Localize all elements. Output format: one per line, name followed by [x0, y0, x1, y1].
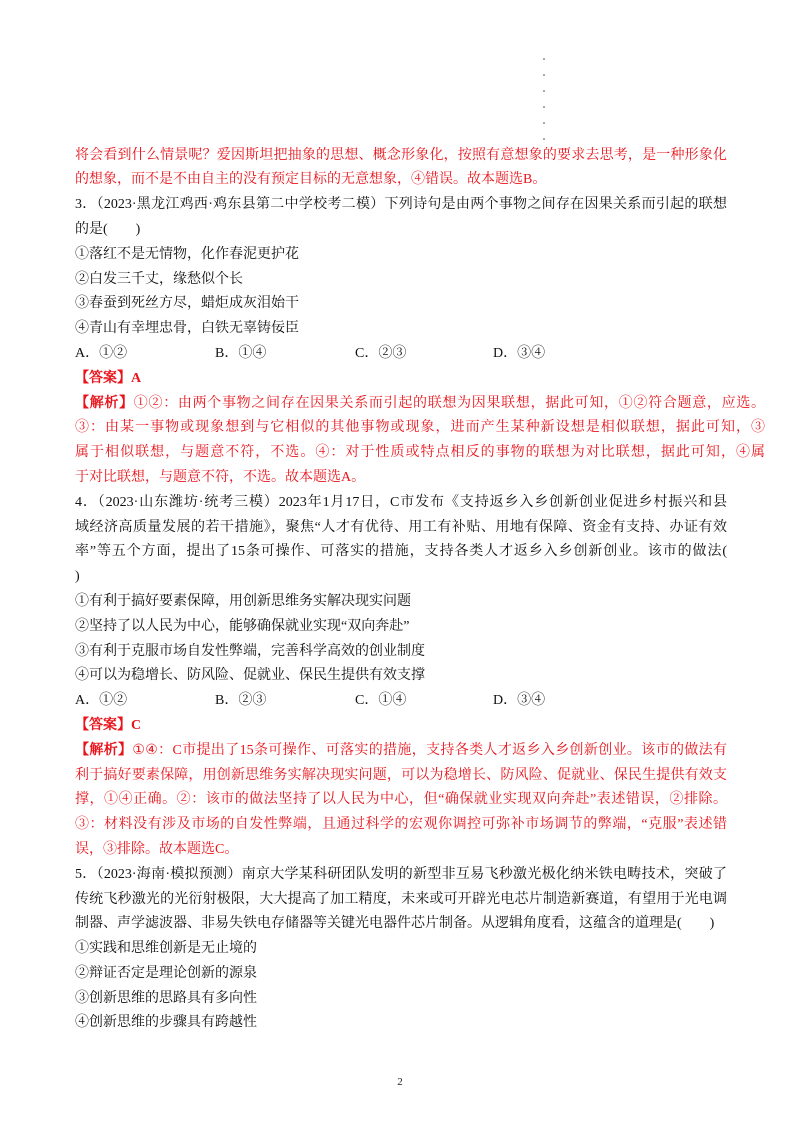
choice-c: C．①④ [355, 693, 407, 709]
analysis-line [75, 739, 727, 764]
question-stem-line: 率”等五个方面，提出了15条可操作、可落实的措施，支持各类人才返乡入乡创新创业。该市的做法( [75, 544, 727, 560]
page-content [75, 144, 766, 1037]
margin-dots [542, 58, 546, 142]
margin-dot [543, 90, 545, 92]
question-stem-line: 3．（2023·黑龙江鸡西·鸡东县第二中学校考二模）下列诗句是由两个事物之间存在因果关系而引起的联想 [75, 197, 727, 213]
option-item: ④创新思维的步骤具有跨越性 [75, 1015, 257, 1031]
page-number: 2 [397, 1076, 403, 1088]
choice-d: D．③④ [493, 693, 546, 709]
choice-a: A．①② [75, 693, 128, 709]
choice-b: B．②③ [215, 693, 267, 709]
continuation-block [75, 144, 727, 194]
question-stem-line: 制器、声学滤波器、非易失铁电存储器等关键光电器件芯片制备。从逻辑角度看，这蕴含的道理是( ) [75, 916, 715, 932]
question-stem-line: 的是( ) [75, 221, 141, 237]
option-item: ②辩证否定是理论创新的源泉 [75, 965, 257, 981]
analysis-text: ①④：C市提出了15条可操作、可落实的措施，支持各类人才返乡入乡创新创业。该市的做法有 [132, 742, 728, 758]
option-item: ④青山有幸埋忠骨，白铁无辜铸佞臣 [75, 321, 299, 337]
analysis-line: 利于搞好要素保障，用创新思维务实解决现实问题，可以为稳增长、防风险、促就业、保民生提供有效支 [75, 767, 727, 783]
question-stem-line: 传统飞秒激光的光衍射极限，大大提高了加工精度，未来或可开辟光电芯片制造新赛道，有望用于光电调 [75, 891, 727, 907]
answer-value: C [131, 717, 142, 733]
analysis-line: ③：由某一事物或现象想到与它相似的其他事物或现象，进而产生某种新设想是相似联想，据此可知，③ [75, 420, 765, 436]
choices-row [75, 342, 727, 367]
question-stem-line: ) [75, 569, 80, 585]
margin-dot [543, 122, 545, 124]
option-item: ③春蚕到死丝方尽，蜡炬成灰泪始干 [75, 296, 299, 312]
answer-label: 【答案】 [75, 370, 131, 386]
answer-value: A [131, 370, 142, 386]
analysis-label: 【解析】 [75, 395, 134, 411]
option-item: ③创新思维的思路具有多向性 [75, 990, 257, 1006]
question-stem-line: 4．（2023·山东潍坊·统考三模）2023年1月17日，C市发布《支持返乡入乡创新创业促进乡村振兴和县 [75, 494, 727, 510]
option-item: ②坚持了以人民为中心，能够确保就业实现“双向奔赴” [75, 618, 410, 634]
continuation-line: 将会看到什么情景呢？爱因斯坦把抽象的思想、概念形象化，按照有意想象的要求去思考，是一种形象化 [75, 147, 727, 163]
answer-label: 【答案】 [75, 717, 131, 733]
choice-d: D．③④ [493, 345, 546, 361]
answer-line [75, 714, 727, 739]
question-stem-line: 域经济高质量发展的若干措施》，聚焦“人才有优待、用工有补贴、用地有保障、资金有支持、办证有效 [75, 519, 727, 535]
option-item: ②白发三千丈，缘愁似个长 [75, 271, 243, 287]
option-item: ③有利于克服市场自发性弊端，完善科学高效的创业制度 [75, 643, 425, 659]
choice-a: A．①② [75, 345, 128, 361]
question-stem-line: 5．（2023·海南·模拟预测）南京大学某科研团队发明的新型非互易飞秒激光极化纳米铁电畴技术，突破了 [75, 866, 727, 882]
margin-dot [543, 58, 545, 60]
analysis-label: 【解析】 [75, 742, 133, 758]
choices-row [75, 689, 727, 714]
analysis-line: 误，③排除。故本题选C。 [75, 841, 239, 857]
analysis-line: 撑，①④正确。②：该市的做法坚持了以人民为中心，但“确保就业实现双向奔赴”表述错误，②排除。 [75, 792, 727, 808]
option-item: ①实践和思维创新是无止境的 [75, 941, 257, 957]
question-4 [75, 491, 727, 863]
analysis-line: ③：材料没有涉及市场的自发性弊端，且通过科学的宏观你调控可弥补市场调节的弊端，“克服”表述错 [75, 817, 727, 833]
question-3 [75, 193, 766, 491]
option-item: ①落红不是无情物，化作春泥更护花 [75, 246, 299, 262]
question-5 [75, 863, 727, 1037]
analysis-line [75, 392, 765, 417]
margin-dot [543, 138, 545, 140]
margin-dot [543, 106, 545, 108]
margin-dot [543, 74, 545, 76]
analysis-line: 属于相似联想，与题意不符，不选。④：对于性质或特点相反的事物的联想为对比联想，据此可知，④属 [75, 445, 765, 461]
continuation-line: 的想象，而不是不由自主的没有预定目标的无意想象，④错误。故本题选B。 [75, 172, 547, 188]
analysis-text: ①②：由两个事物之间存在因果关系而引起的联想为因果联想，据此可知，①②符合题意，应选。 [133, 395, 766, 411]
analysis-line: 于对比联想，与题意不符，不选。故本题选A。 [75, 469, 366, 485]
answer-line [75, 367, 727, 392]
option-item: ①有利于搞好要素保障，用创新思维务实解决现实问题 [75, 593, 411, 609]
choice-c: C．②③ [355, 345, 407, 361]
option-item: ④可以为稳增长、防风险、促就业、保民生提供有效支撑 [75, 668, 425, 684]
choice-b: B．①④ [215, 345, 267, 361]
